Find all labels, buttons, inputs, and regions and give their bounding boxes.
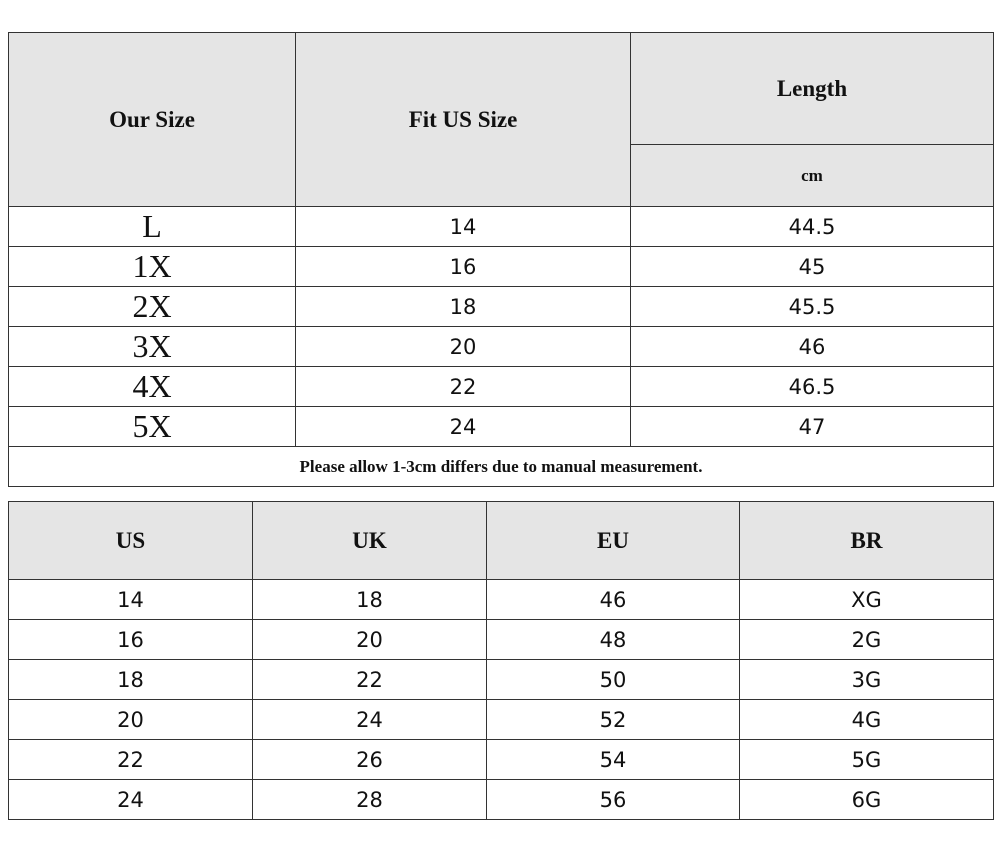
header-eu: EU (487, 502, 740, 580)
eu-cell: 52 (487, 700, 740, 740)
table-row (9, 327, 994, 367)
table-row (9, 580, 994, 620)
fit-us-cell: 22 (296, 367, 631, 407)
measurement-note: Please allow 1-3cm differs due to manual measurement. (9, 447, 994, 487)
table-row (9, 287, 994, 327)
br-cell: 6G (740, 780, 994, 820)
length-cell: 45 (631, 247, 994, 287)
our-size-cell: 1X (9, 247, 296, 287)
eu-cell: 56 (487, 780, 740, 820)
table-row (9, 407, 994, 447)
table-row (9, 367, 994, 407)
table-row (9, 740, 994, 780)
uk-cell: 28 (253, 780, 487, 820)
fit-us-cell: 16 (296, 247, 631, 287)
table-row (9, 247, 994, 287)
fit-us-cell: 24 (296, 407, 631, 447)
us-cell: 24 (9, 780, 253, 820)
header-length: Length (631, 33, 994, 145)
length-cell: 47 (631, 407, 994, 447)
header-us: US (9, 502, 253, 580)
our-size-cell: 3X (9, 327, 296, 367)
table-row (9, 700, 994, 740)
length-cell: 45.5 (631, 287, 994, 327)
our-size-cell: 2X (9, 287, 296, 327)
size-chart-table (8, 32, 994, 487)
size-conversion-table (8, 501, 994, 820)
us-cell: 16 (9, 620, 253, 660)
our-size-cell: 4X (9, 367, 296, 407)
header-br: BR (740, 502, 994, 580)
our-size-cell: L (9, 207, 296, 247)
eu-cell: 46 (487, 580, 740, 620)
header-uk: UK (253, 502, 487, 580)
fit-us-cell: 14 (296, 207, 631, 247)
br-cell: 2G (740, 620, 994, 660)
table-row (9, 207, 994, 247)
length-cell: 44.5 (631, 207, 994, 247)
eu-cell: 50 (487, 660, 740, 700)
br-cell: 4G (740, 700, 994, 740)
fit-us-cell: 20 (296, 327, 631, 367)
eu-cell: 54 (487, 740, 740, 780)
our-size-cell: 5X (9, 407, 296, 447)
length-cell: 46 (631, 327, 994, 367)
table-row (9, 660, 994, 700)
uk-cell: 22 (253, 660, 487, 700)
us-cell: 18 (9, 660, 253, 700)
uk-cell: 24 (253, 700, 487, 740)
br-cell: 5G (740, 740, 994, 780)
us-cell: 20 (9, 700, 253, 740)
eu-cell: 48 (487, 620, 740, 660)
uk-cell: 26 (253, 740, 487, 780)
table-row (9, 620, 994, 660)
us-cell: 14 (9, 580, 253, 620)
br-cell: 3G (740, 660, 994, 700)
us-cell: 22 (9, 740, 253, 780)
header-length-unit: cm (631, 145, 994, 207)
header-our-size: Our Size (9, 33, 296, 207)
table-row (9, 780, 994, 820)
br-cell: XG (740, 580, 994, 620)
uk-cell: 18 (253, 580, 487, 620)
uk-cell: 20 (253, 620, 487, 660)
length-cell: 46.5 (631, 367, 994, 407)
fit-us-cell: 18 (296, 287, 631, 327)
header-fit-us-size: Fit US Size (296, 33, 631, 207)
